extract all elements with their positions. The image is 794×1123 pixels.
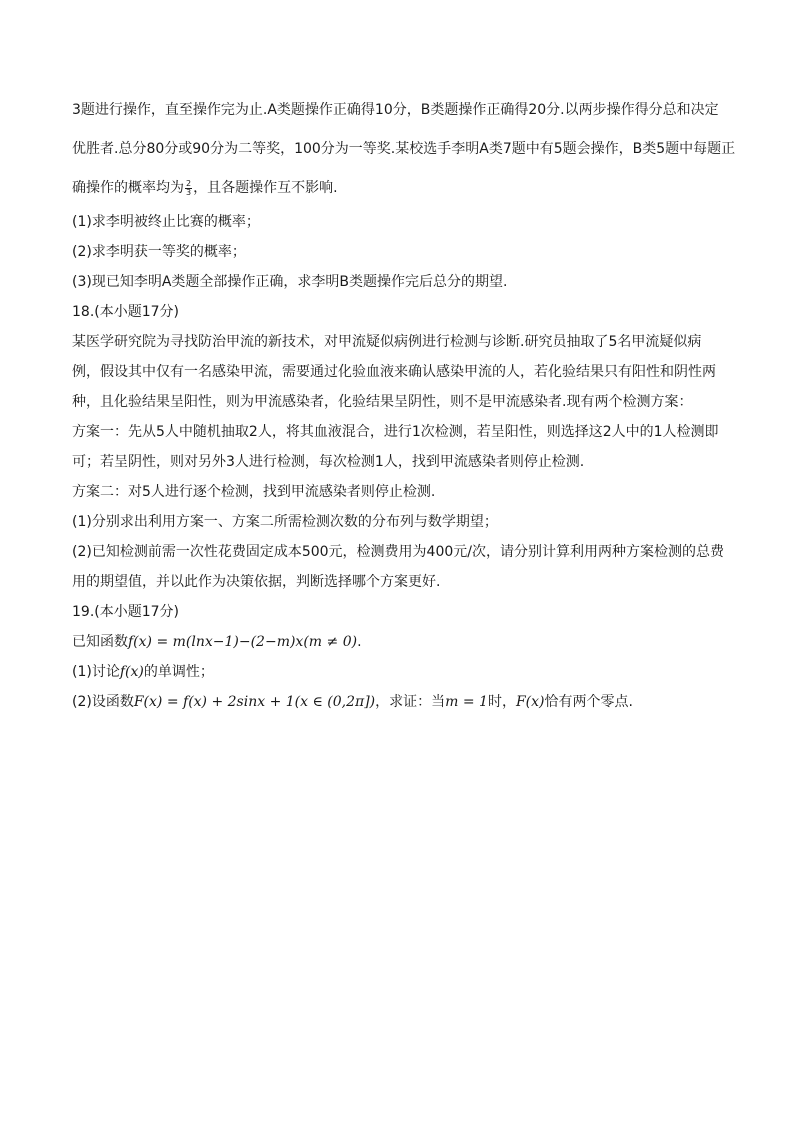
q19-part-2-text-a: (2)设函数 bbox=[72, 694, 134, 710]
document-page bbox=[72, 100, 736, 712]
q19-part-1-text-a: (1)讨论 bbox=[72, 664, 120, 680]
q18-header: 18.(本小题17分) bbox=[72, 304, 180, 320]
q19-given bbox=[72, 632, 732, 652]
q19-part-1 bbox=[72, 662, 732, 682]
fraction-denominator: 3 bbox=[186, 187, 192, 197]
q19-header: 19.(本小题17分) bbox=[72, 604, 180, 620]
q17-line-1: 3题进行操作，直至操作完为止.A类题操作正确得10分，B类题操作正确得20分.以两步操作得分总和决定 bbox=[72, 102, 719, 118]
q18-part-2-line-1: (2)已知检测前需一次性花费固定成本500元，检测费用为400元/次，请分别计算利用两种方案检测的总费 bbox=[72, 544, 724, 560]
q18-part-2-line-2: 用的期望值，并以此作为决策依据，判断选择哪个方案更好. bbox=[72, 574, 441, 590]
q17-line-3-text-a: 确操作的概率均为 bbox=[72, 180, 184, 196]
q18-part-1: (1)分别求出利用方案一、方案二所需检测次数的分布列与数学期望； bbox=[72, 514, 498, 530]
fraction-numerator: 2 bbox=[186, 178, 192, 188]
q18-line-1: 某医学研究院为寻找防治甲流的新技术，对甲流疑似病例进行检测与诊断.研究员抽取了5名甲流疑似病 bbox=[72, 334, 702, 350]
q18-plan-2: 方案二：对5人进行逐个检测，找到甲流感染者则停止检测. bbox=[72, 484, 436, 500]
function-name: f(x) bbox=[119, 664, 144, 680]
q18-plan-1-line-2: 可；若呈阴性，则对另外3人进行检测，每次检测1人，找到甲流感染者则停止检测. bbox=[72, 454, 585, 470]
function-F-definition: F(x) = f(x) + 2sinx + 1(x ∈ (0,2π]) bbox=[133, 694, 376, 710]
q17-line-2: 优胜者.总分80分或90分为二等奖，100分为一等奖.某校选手李明A类7题中有5题会操作，B类5题中每题正 bbox=[72, 141, 736, 157]
m-value: m = 1 bbox=[445, 694, 488, 710]
q19-part-2-text-c: 时， bbox=[487, 694, 516, 710]
q17-part-2: (2)求李明获一等奖的概率； bbox=[72, 244, 246, 260]
q17-line-3-text-b: ，且各题操作互不影响. bbox=[193, 180, 338, 196]
q17-part-3: (3)现已知李明A类题全部操作正确，求李明B类题操作完后总分的期望. bbox=[72, 274, 508, 290]
function-F-name: F(x) bbox=[515, 694, 545, 710]
q18-line-3: 种，且化验结果呈阳性，则为甲流感染者，化验结果呈阴性，则不是甲流感染者.现有两个检测方案： bbox=[72, 394, 693, 410]
q19-part-2 bbox=[72, 692, 732, 712]
function-definition: f(x) = m(lnx−1)−(2−m)x(m ≠ 0) bbox=[128, 634, 358, 650]
q19-part-2-text-d: 恰有两个零点. bbox=[544, 694, 633, 710]
q17-line-3 bbox=[72, 178, 732, 198]
q18-line-2: 例，假设其中仅有一名感染甲流，需要通过化验血液来确认感染甲流的人，若化验结果只有阳性和阴性两 bbox=[72, 364, 716, 380]
q18-plan-1-line-1: 方案一：先从5人中随机抽取2人，将其血液混合，进行1次检测，若呈阳性，则选择这2人中的1人检测即 bbox=[72, 424, 719, 440]
q19-part-2-text-b: ，求证：当 bbox=[375, 694, 446, 710]
q19-part-1-text-b: 的单调性； bbox=[143, 664, 214, 680]
probability-fraction bbox=[185, 180, 192, 197]
q19-given-text-a: 已知函数 bbox=[72, 634, 128, 650]
q19-given-text-b: . bbox=[357, 634, 362, 650]
q17-part-1: (1)求李明被终止比赛的概率； bbox=[72, 214, 260, 230]
